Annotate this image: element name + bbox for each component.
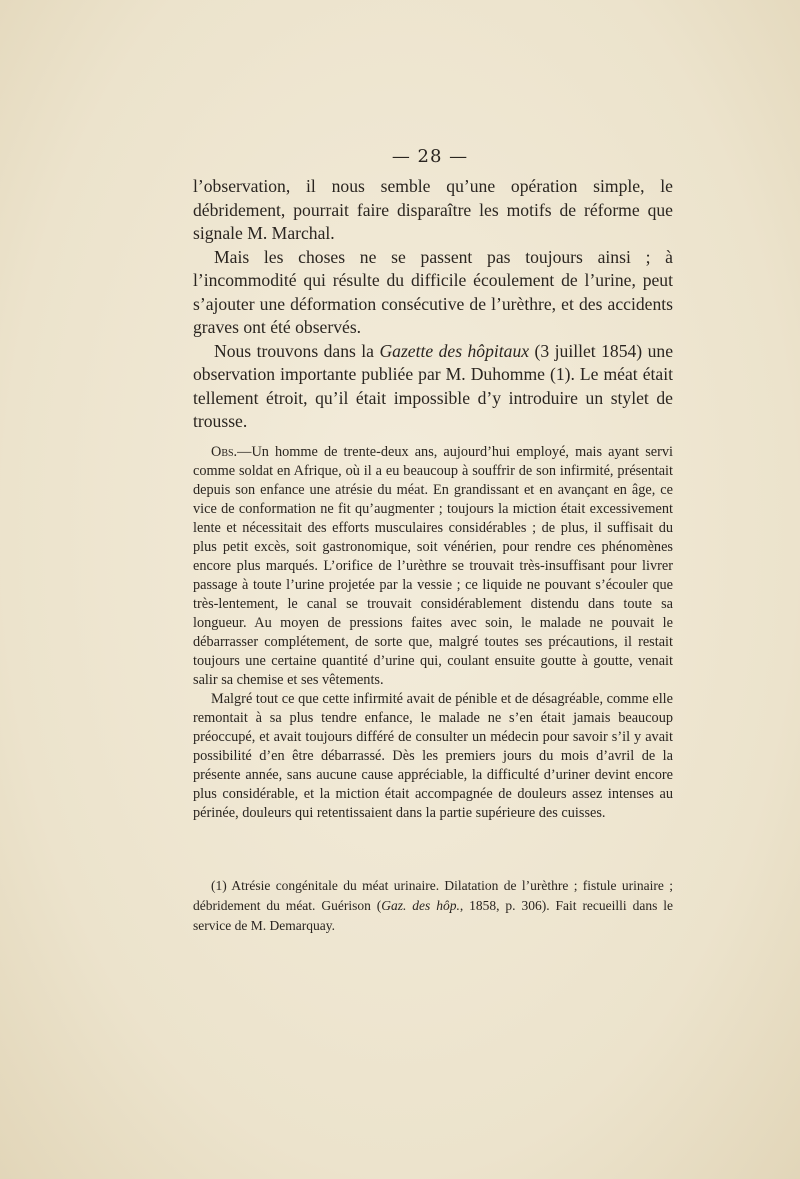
observation-paragraph (193, 443, 673, 690)
observation-lead: Obs. (211, 444, 238, 460)
footnote-part: (1) Atrésie congénitale du méat urinaire. Dilatation de l’urèthre ; fistule urinaire ; débridement du méat. Guérison ( (193, 878, 673, 913)
paragraph-continued: l’observation, il nous semble qu’une opération simple, le débridement, pourrait faire disparaître les motifs de réforme que signale M. Marchal. (193, 176, 673, 243)
page-number: — 28 — (391, 146, 469, 167)
footnote-text (193, 876, 673, 936)
observation-block (193, 443, 673, 823)
observation-paragraph: Malgré tout ce que cette infirmité avait de pénible et de désagréable, comme elle remontait à sa plus tendre enfance, le malade ne s’en était jamais beaucoup préoccupé, et avait toujours différé de consulter un médecin pour savoir s’il y avait possibilité d’en être débarrassé. Dès les premiers jours du mois d’avril de la présente année, sans aucune cause appréciable, la difficulté d’uriner devint encore plus considérable, et la miction était accompagnée de douleurs assez intenses au périnée, douleurs qui retentissaient dans la partie supérieure des cuisses. (193, 691, 673, 821)
footnote-part: , 1858, p. 306). Fait recueilli dans le service de M. Demarquay. (193, 898, 673, 933)
observation-text: —Un homme de trente-deux ans, aujourd’hui employé, mais ayant servi comme soldat en Afrique, où il a eu beaucoup à souffrir de son infirmité, présentait depuis son enfance une atrésie du méat. En grandissant et en avançant en âge, ce vice de conformation ne fit qu’augmenter ; toujours la miction était excessivement lente et nécessitait des efforts musculaires considérables ; de plus, il suffisait du plus petit excès, soit gastronomique, soit vénérien, pour rendre ces phénomènes encore plus marqués. L’orifice de l’urèthre se trouvait très-insuffisant pour livrer passage à toute l’urine projetée par la vessie ; ce liquide ne pouvant s’écouler que très-lentement, le canal se trouvait considérablement distendu dans toute sa longueur. Au moyen de pressions faites avec soin, le malade ne pouvait le débarrasser complétement, de sorte que, malgré toutes ses précautions, il restait toujours une certaine quantité d’urine qui, coulant ensuite goutte à goutte, venait salir sa chemise et ses vêtements. (193, 444, 673, 688)
paragraph-text: (3 juillet 1854) une observation importante publiée par M. Duhomme (1). Le méat était tellement étroit, qu’il était impossible d’y introduire un stylet de trousse. (193, 340, 674, 431)
paragraph-text: Nous trouvons dans la (214, 340, 380, 361)
main-text (193, 175, 673, 434)
journal-title: Gazette des hôpitaux (379, 340, 530, 361)
footnote (193, 876, 673, 936)
paragraph-gazette (193, 340, 673, 434)
paragraph: Mais les choses ne se passent pas toujours ainsi ; à l’incommodité qui résulte du difficile écoulement de l’urine, peut s’ajouter une déformation consécutive de l’urèthre, et des accidents graves ont été observés. (193, 246, 673, 337)
journal-abbreviation: Gaz. des hôp. (381, 898, 460, 913)
